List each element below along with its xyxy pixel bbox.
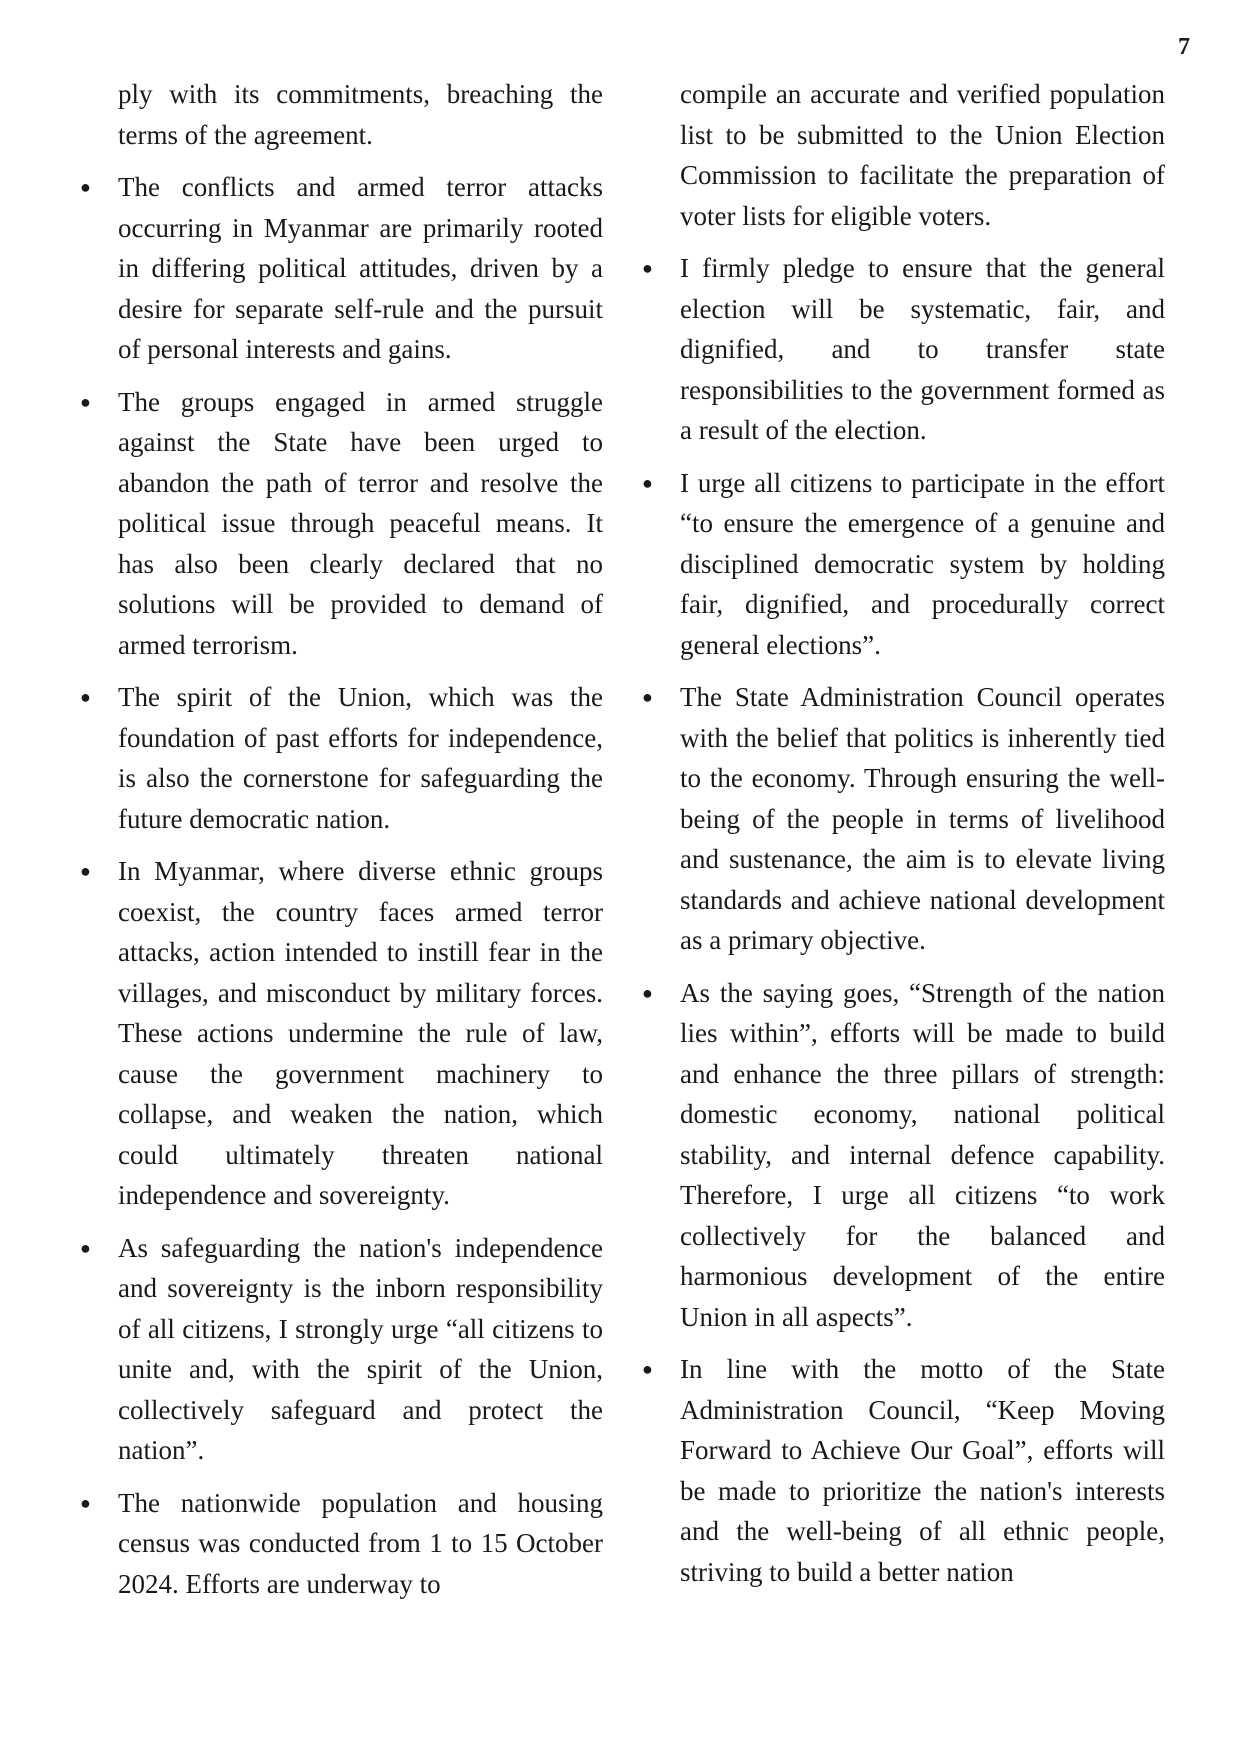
- left-column: [80, 74, 603, 1616]
- list-item: [80, 677, 603, 839]
- list-item: [642, 973, 1165, 1338]
- list-item-text: The nationwide population and housing census was conducted from 1 to 15 October 2024. Efforts are underway to: [118, 1487, 603, 1599]
- list-item-text: I urge all citizens to participate in the effort “to ensure the emergence of a genuine and disciplined democratic system by holding fair, dignified, and procedurally correct general elections”.: [680, 467, 1165, 660]
- continuation-paragraph: compile an accurate and verified population list to be submitted to the Union Election Commission to facilitate the preparation of voter lists for eligible voters.: [680, 79, 1165, 231]
- bullet-icon: ●: [80, 687, 91, 707]
- list-item: [80, 851, 603, 1216]
- list-item-text: The State Administration Council operates with the belief that politics is inherently tied to the economy. Through ensuring the well-being of the people in terms of livelihood and sustenance, the aim is to elevate living standards and achieve national development as a primary objective.: [680, 682, 1165, 955]
- list-item-text: As the saying goes, “Strength of the nation lies within”, efforts will be made to build and enhance the three pillars of strength: domestic economy, national political stability, and internal defence capability. Therefore, I urge all citizens “to work collectively for the balanced and harmonious development of the entire Union in all aspects”.: [680, 977, 1165, 1332]
- bullet-icon: ●: [642, 472, 653, 493]
- bullet-icon: ●: [642, 982, 653, 1003]
- list-item: [642, 677, 1165, 961]
- bullet-icon: ●: [80, 861, 91, 881]
- list-item: [80, 1483, 603, 1605]
- page-number: 7: [1178, 34, 1190, 60]
- list-item-text: I firmly pledge to ensure that the general election will be systematic, fair, and dignified, and to transfer state responsibilities to the government formed as a result of the election.: [680, 253, 1165, 445]
- list-item-text: In line with the motto of the State Administration Council, “Keep Moving Forward to Achieve Our Goal”, efforts will be made to prioritize the nation's interests and the well-being of all ethnic people, striving to build a better nation: [680, 1354, 1165, 1587]
- list-item-text: The groups engaged in armed struggle against the State have been urged to abandon the path of terror and resolve the political issue through peaceful means. It has also been clearly declared that no solutions will be provided to demand of armed terrorism.: [118, 386, 603, 660]
- bullet-list: [80, 167, 603, 1604]
- bullet-list: [642, 248, 1165, 1592]
- list-item: [642, 1349, 1165, 1592]
- continuation-paragraph: ply with its commitments, breaching the terms of the agreement.: [118, 79, 603, 150]
- right-column: [642, 74, 1165, 1604]
- list-item-text: The spirit of the Union, which was the foundation of past efforts for independence, is also the cornerstone for safeguarding the future democratic nation.: [118, 682, 603, 834]
- list-item-text: The conflicts and armed terror attacks occurring in Myanmar are primarily rooted in differing political attitudes, driven by a desire for separate self-rule and the pursuit of personal interests and gains.: [118, 172, 603, 364]
- list-item: [642, 248, 1165, 451]
- list-item: [80, 167, 603, 370]
- bullet-icon: ●: [642, 687, 653, 707]
- bullet-icon: ●: [80, 1237, 91, 1258]
- bullet-icon: ●: [80, 1492, 91, 1513]
- list-item: [80, 382, 603, 666]
- list-item-text: In Myanmar, where diverse ethnic groups coexist, the country faces armed terror attacks, action intended to instill fear in the villages, and misconduct by military forces. These actions undermine the rule of law, cause the government machinery to collapse, and weaken the nation, which could ultimately threaten national independence and sovereignty.: [118, 856, 603, 1210]
- list-item-text: As safeguarding the nation's independence and sovereignty is the inborn responsibility of all citizens, I strongly urge “all citizens to unite and, with the spirit of the Union, collectively safeguard and protect the nation”.: [118, 1232, 603, 1465]
- bullet-icon: ●: [80, 177, 91, 197]
- bullet-icon: ●: [642, 1359, 653, 1379]
- bullet-icon: ●: [642, 258, 653, 278]
- list-item: [80, 1228, 603, 1471]
- list-item: [642, 463, 1165, 666]
- bullet-icon: ●: [80, 391, 91, 412]
